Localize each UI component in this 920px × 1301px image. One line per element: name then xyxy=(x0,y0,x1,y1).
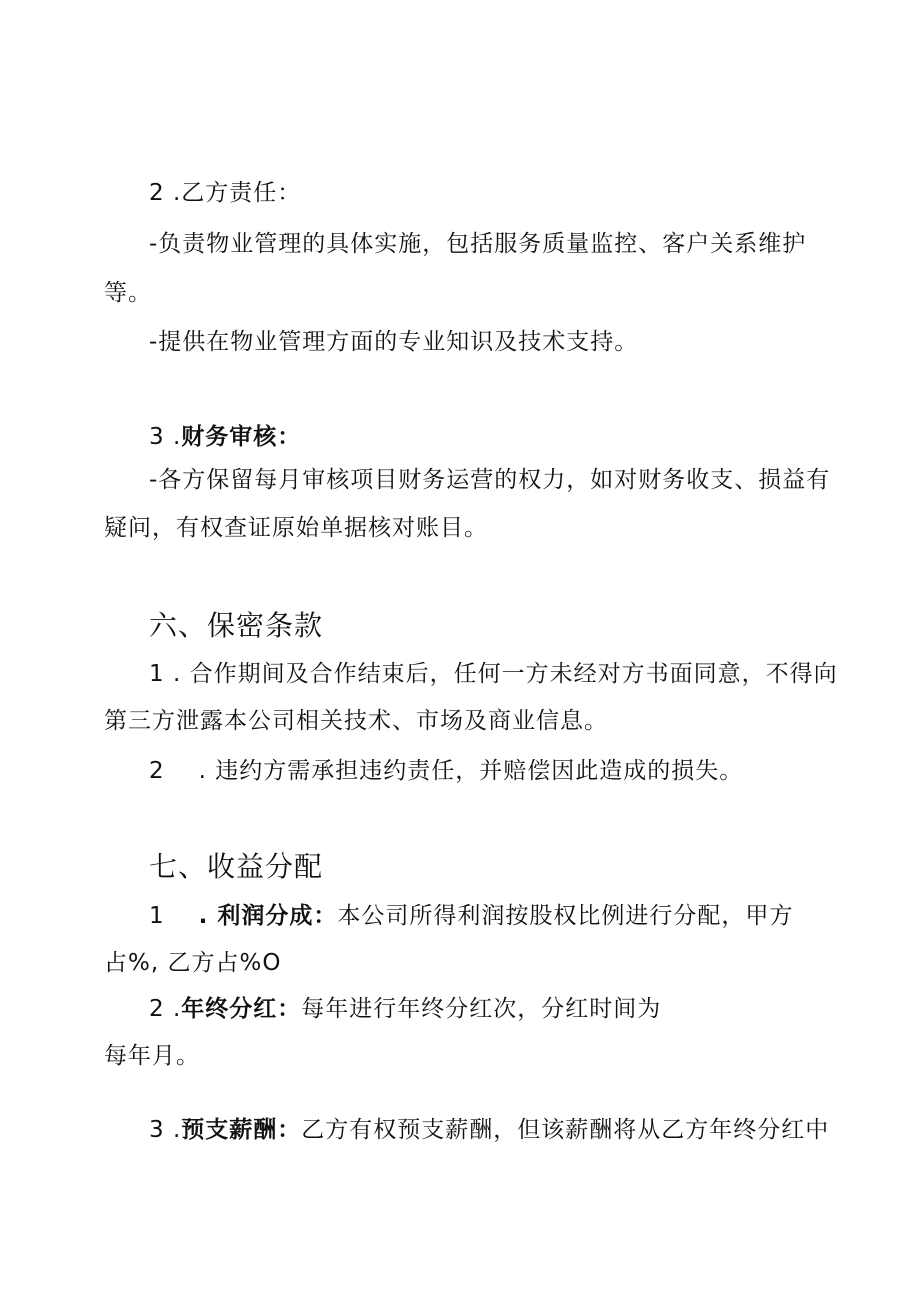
section-6-item-1-line-2: 第三方泄露本公司相关技术、市场及商业信息。 xyxy=(104,708,608,734)
item-3-label xyxy=(149,422,301,452)
section-7-item-1-text: 本公司所得利润按股权比例进行分配，甲方 xyxy=(337,903,794,929)
item-3-title: 财务审核： xyxy=(181,424,302,450)
section-7-item-3-title: 预支薪酬： xyxy=(181,1117,302,1143)
item-3-number: 3 . xyxy=(149,424,182,450)
section-7-heading: 七、收益分配 xyxy=(149,850,324,883)
section-6-heading: 六、保密条款 xyxy=(149,609,324,642)
item-2-label: 2 .乙方责任： xyxy=(149,180,302,206)
section-7-item-2-number: 2 . xyxy=(149,996,182,1022)
item-2-line-1: -负责物业管理的具体实施，包括服务质量监控、客户关系维护 xyxy=(149,231,807,257)
section-7-item-1-number: 1 xyxy=(149,903,165,929)
item-3-line-1: -各方保留每月审核项目财务运营的权力，如对财务收支、损益有 xyxy=(149,467,831,493)
section-7-item-2-text: 每年进行年终分红次，分红时间为 xyxy=(301,996,662,1022)
section-7-item-3-number: 3 . xyxy=(149,1117,182,1143)
item-2-line-3: -提供在物业管理方面的专业知识及技术支持。 xyxy=(149,329,639,355)
item-2-line-2: 等。 xyxy=(104,280,152,306)
section-6-item-1-line-1: 1 . 合作期间及合作结束后，任何一方未经对方书面同意，不得向 xyxy=(149,661,838,687)
section-7-item-2 xyxy=(149,994,661,1024)
section-6-item-2-number: 2 xyxy=(149,758,165,784)
section-7-item-3-text: 乙方有权预支薪酬，但该薪酬将从乙方年终分红中 xyxy=(301,1117,830,1143)
section-6-item-2 xyxy=(149,756,743,786)
section-7-item-2-line-2: 每年月。 xyxy=(104,1043,200,1069)
section-7-item-3 xyxy=(149,1115,829,1145)
section-7-item-1-title: . 利润分成： xyxy=(198,903,338,929)
section-7-item-2-title: 年终分红： xyxy=(181,996,302,1022)
item-3-line-2: 疑问，有权查证原始单据核对账目。 xyxy=(104,515,488,541)
section-7-item-1-line-2: 占%, 乙方占%O xyxy=(104,950,282,976)
section-7-item-1 xyxy=(149,901,793,931)
section-6-item-2-text: . 违约方需承担违约责任，并赔偿因此造成的损失。 xyxy=(198,758,744,784)
